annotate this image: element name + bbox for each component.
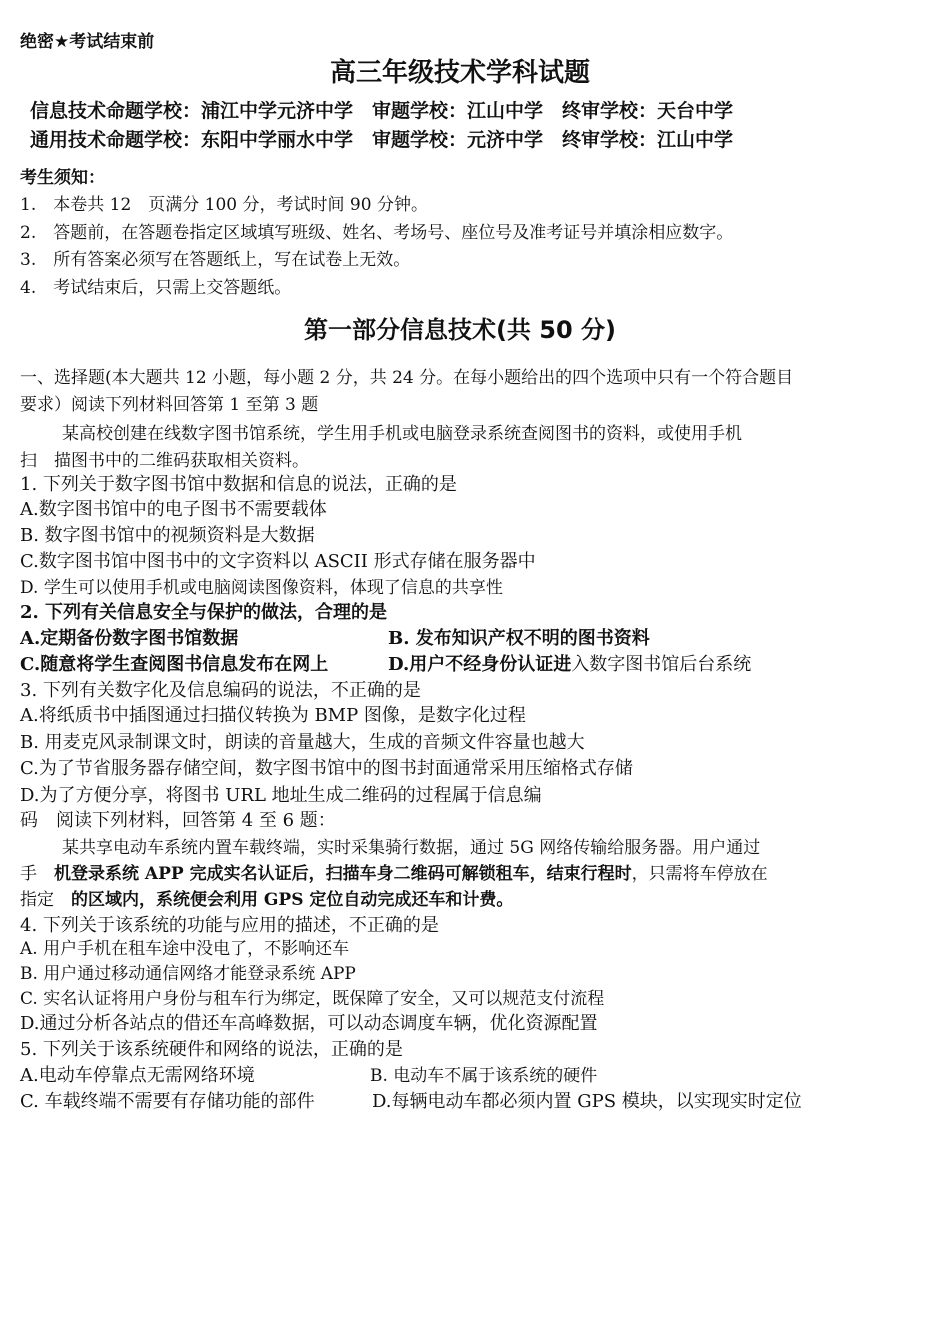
option: C.随意将学生查阅图书信息发布在网上 xyxy=(20,654,329,675)
option: D.通过分析各站点的借还车高峰数据，可以动态调度车辆，优化资源配置 xyxy=(20,1013,598,1034)
option: A.将纸质书中插图通过扫描仪转换为 BMP 图像，是数字化过程 xyxy=(20,705,526,726)
option: A.数字图书馆中的电子图书不需要载体 xyxy=(20,499,327,520)
notice-item: 1. 本卷共 12 页满分 100 分，考试时间 90 分钟。 xyxy=(20,195,428,215)
notice-heading: 考生须知： xyxy=(20,168,105,188)
question-stem: 1. 下列关于数字图书馆中数据和信息的说法，正确的是 xyxy=(20,474,457,495)
notice-item: 3. 所有答案必须写在答题纸上，写在试卷上无效。 xyxy=(20,250,411,270)
option: C.数字图书馆中图书中的文字资料以 ASCII 形式存储在服务器中 xyxy=(20,551,536,572)
option: D.每辆电动车都必须内置 GPS 模块，以实现实时定位 xyxy=(372,1091,802,1112)
material-lead: 码 阅读下列材料，回答第 4 至 6 题： xyxy=(20,810,336,831)
material-text-bold: 机登录系统 APP 完成实名认证后，扫描车身二维码可解锁租车，结束行程时 xyxy=(54,864,632,884)
material-text: 某高校创建在线数字图书馆系统，学生用手机或电脑登录系统查阅图书的资料，或使用手机 xyxy=(62,424,742,444)
school-line-tech: 通用技术命题学校：东阳中学丽水中学 审题学校：元济中学 终审学校：江山中学 xyxy=(30,129,734,151)
option: C. 实名认证将用户身份与租车行为绑定，既保障了安全，又可以规范支付流程 xyxy=(20,989,605,1009)
option-bold-part: D.用户不经身份认证进 xyxy=(388,654,572,675)
option: B. 数字图书馆中的视频资料是大数据 xyxy=(20,525,315,546)
question-stem: 2. 下列有关信息安全与保护的做法，合理的是 xyxy=(20,602,388,623)
material-text: 扫 描图书中的二维码获取相关资料。 xyxy=(20,451,309,471)
option: A.定期备份数字图书馆数据 xyxy=(20,628,239,649)
school-line-it: 信息技术命题学校：浦江中学元济中学 审题学校：江山中学 终审学校：天台中学 xyxy=(30,100,734,122)
option: B. 用麦克风录制课文时，朗读的音量越大，生成的音频文件容量也越大 xyxy=(20,732,585,753)
notice-item: 4. 考试结束后，只需上交答题纸。 xyxy=(20,278,292,298)
notice-item: 2. 答题前，在答题卷指定区域填写班级、姓名、考场号、座位号及准考证号并填涂相应数字。 xyxy=(20,223,734,243)
option: D.为了方便分享，将图书 URL 地址生成二维码的过程属于信息编 xyxy=(20,785,542,806)
option-rest-part: 入数字图书馆后台系统 xyxy=(571,654,752,675)
section-intro: 一、选择题(本大题共 12 小题，每小题 2 分，共 24 分。在每小题给出的四个选项中只有一个符合题目 xyxy=(20,368,794,388)
material-text-bold: 的区域内，系统便会利用 GPS 定位自动完成还车和计费。 xyxy=(71,890,514,910)
option: D. 学生可以使用手机或电脑阅读图像资料，体现了信息的共享性 xyxy=(20,578,503,598)
material-text-part: ，只需将车停放在 xyxy=(631,864,768,884)
material-text-part: 手 xyxy=(20,864,54,884)
question-stem: 5. 下列关于该系统硬件和网络的说法，正确的是 xyxy=(20,1039,403,1060)
material-text: 某共享电动车系统内置车载终端，实时采集骑行数据，通过 5G 网络传输给服务器。用户通过 xyxy=(62,838,761,858)
question-stem: 4. 下列关于该系统的功能与应用的描述，不正确的是 xyxy=(20,915,439,936)
material-text xyxy=(20,862,768,886)
option xyxy=(388,653,751,677)
confidential-mark: 绝密★考试结束前 xyxy=(20,32,155,52)
option: B. 发布知识产权不明的图书资料 xyxy=(388,628,650,649)
option: C.为了节省服务器存储空间，数字图书馆中的图书封面通常采用压缩格式存储 xyxy=(20,758,633,779)
question-stem: 3. 下列有关数字化及信息编码的说法，不正确的是 xyxy=(20,680,421,701)
option: B. 用户通过移动通信网络才能登录系统 APP xyxy=(20,964,356,984)
option: B. 电动车不属于该系统的硬件 xyxy=(370,1066,598,1086)
option: A. 用户手机在租车途中没电了，不影响还车 xyxy=(20,939,350,959)
part-title: 第一部分信息技术(共 50 分) xyxy=(303,316,617,344)
section-intro: 要求）阅读下列材料回答第 1 至第 3 题 xyxy=(20,395,319,415)
material-text xyxy=(20,888,513,912)
option: A.电动车停靠点无需网络环境 xyxy=(20,1065,255,1086)
exam-title: 高三年级技术学科试题 xyxy=(329,58,590,88)
option: C. 车载终端不需要有存储功能的部件 xyxy=(20,1091,315,1112)
material-text-part: 指定 xyxy=(20,890,71,910)
